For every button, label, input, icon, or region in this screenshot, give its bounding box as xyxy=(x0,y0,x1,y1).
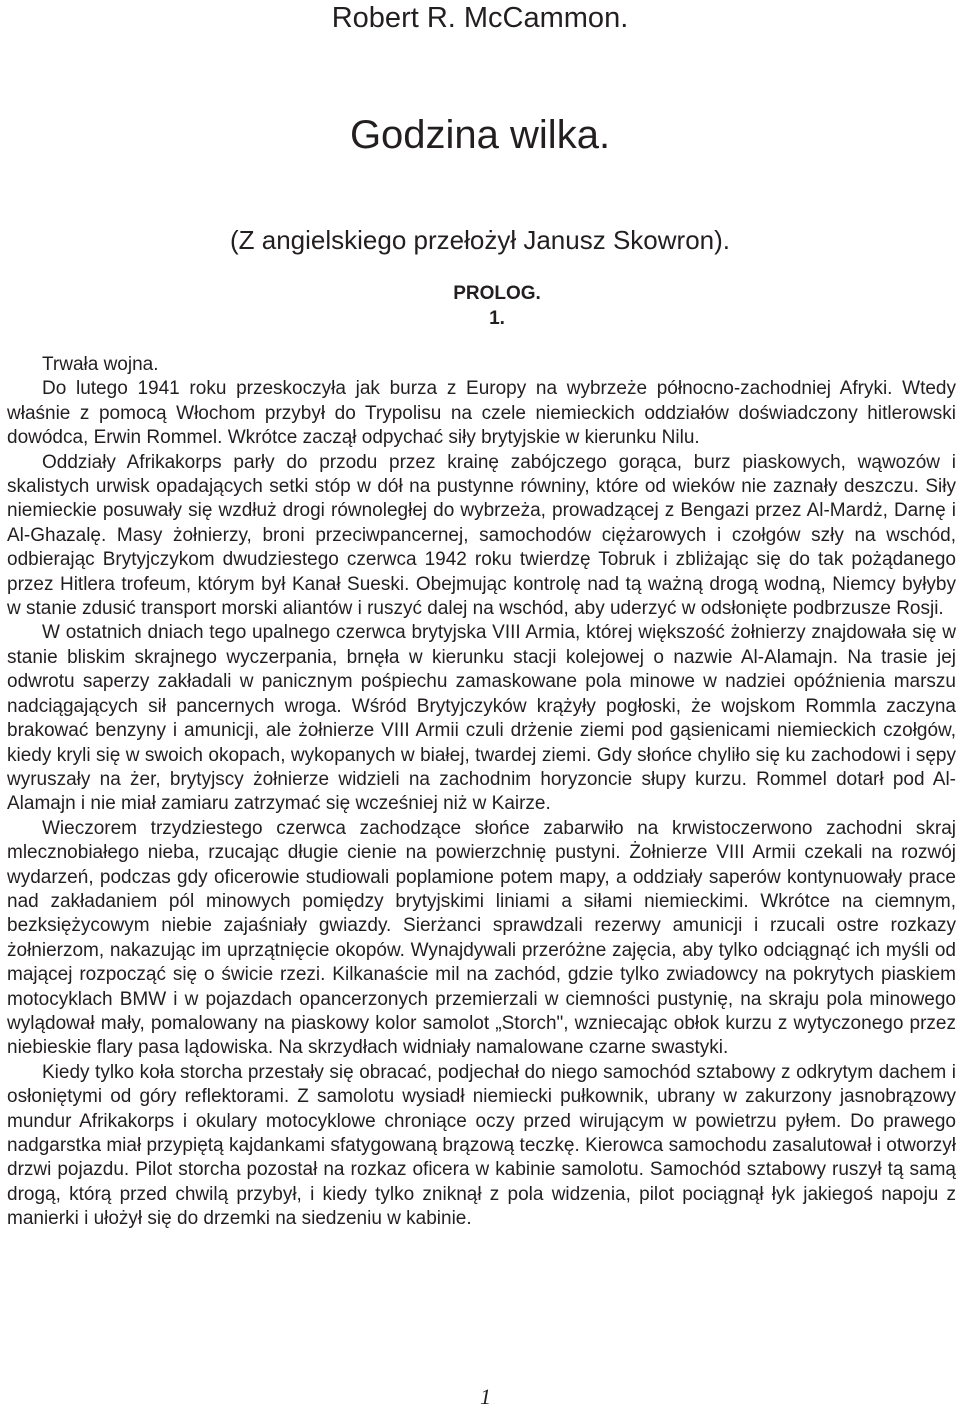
author-name: Robert R. McCammon. xyxy=(331,2,629,34)
chapter-number: 1. xyxy=(489,308,505,329)
paragraph: Wieczorem trzydziestego czerwca zachodzące słońce zabarwiło na krwistoczerwono zachodni skraj mlecznobiałego nieba, rzucając długie cienie na powierzchnię pustyni. Żołnierze VIII Armii czekali na rozwój wydarzeń, podczas gdy oficerowie studiowali poplamione potem mapy, a oddziały saperów kontynuowały prace nad zakładaniem pól minowych pomiędzy brytyjskimi liniami a siłami niemieckimi. Wkrótce na ciemnym, bezksiężycowym niebie zajaśniały gwiazdy. Sierżanci sprawdzali rezerwy amunicji i rzucali ostre rozkazy żołnierzom, nakazując im uprzątnięcie okopów. Wynajdywali przeróżne zajęcia, aby tylko odciągnąć ich myśli od mającej rozpocząć się o świcie rzezi. Kilkanaście mil na zachód, gdzie tylko zwiadowcy na pokrytych piaskiem motocyklach BMW i w pojazdach opancerzonych przemierzali w ciemności pustynię, na skraju pola minowego wylądował mały, pomalowany na piaskowy kolor samolot „Storch", wzniecając obłok kurzu z wytyczonego przez niebieskie flary pasa lądowiska. Na skrzydłach widniały namalowane czarne swastyki. xyxy=(7,817,956,1059)
translator-note: (Z angielskiego przełożył Janusz Skowron). xyxy=(230,225,730,255)
book-title: Godzina wilka. xyxy=(349,113,611,157)
paragraph: Kiedy tylko koła storcha przestały się obracać, podjechał do niego samochód sztabowy z odkrytym dachem i osłoniętymi od góry reflektorami. Z samolotu wysiadł niemiecki pułkownik, ubrany w zakurzony jasnobrązowy mundur Afrikakorps i okulary motocyklowe chroniące oczy przed wirującym w powietrzu pyłem. Do prawego nadgarstka miał przypiętą kajdankami sfatygowaną brązową teczkę. Kierowca samochodu zasalutował i otworzył drzwi pojazdu. Pilot storcha pozostał na rozkaz oficera w kabinie samolotu. Samochód sztabowy ruszył tą samą drogą, którą przed chwilą przybył, i kiedy tylko zniknął z pola widzenia, pilot pociągnął łyk jakiegoś napoju z manierki i ułożył się do drzemki na siedzeniu w kabinie. xyxy=(7,1061,956,1230)
paragraph: Do lutego 1941 roku przeskoczyła jak burza z Europy na wybrzeże północno-zachodniej Afryki. Wtedy właśnie z pomocą Włochom przybył do Trypolisu na czele niemieckich oddziałów doświadczony hitlerowski dowódca, Erwin Rommel. Wkrótce zaczął odpychać siły brytyjskie w kierunku Nilu. xyxy=(7,378,956,449)
paragraph: Trwała wojna. xyxy=(42,354,159,375)
paragraph: Oddziały Afrikakorps parły do przodu przez krainę zabójczego gorąca, burz piaskowych, wąwozów i skalistych urwisk opadających setki stóp w dół na pustynne równiny, które od wieków nie zaznały deszczu. Siły niemieckie posuwały się wzdłuż drogi równoległej do wybrzeża, prowadzącej z Bengazi przez Al-Mardż, Darnę i Al-Ghazalę. Masy żołnierzy, broni przeciwpancernej, samochodów ciężarowych i czołgów szły na wschód, odbierając Brytyjczykom dwudziestego czerwca 1942 roku twierdzę Tobruk i zbliżając się do tak pożądanego przez Hitlera trofeum, którym był Kanał Sueski. Obejmując kontrolę nad tą ważną drogą wodną, Niemcy byłyby w stanie zdusić transport morski aliantów i ruszyć dalej na wschód, aby uderzyć w odsłonięte podbrzusze Rosji. xyxy=(7,451,956,620)
paragraph: W ostatnich dniach tego upalnego czerwca brytyjska VIII Armia, której większość żołnierzy znajdowała się w stanie bliskim skrajnego wyczerpania, brnęła w kierunku stacji kolejowej o nazwie Al-Alamajn. Na trasie jej odwrotu saperzy zakładali w panicznym pośpiechu zamaskowane pola minowe w nadziei opóźnienia marszu nadciągających sił pancernych wroga. Wśród Brytyjczyków krążyły pogłoski, że wojskom Rommla zaczyna brakować benzyny i amunicji, ale żołnierze VIII Armii czuli drżenie ziemi pod gąsienicami niemieckich czołgów, kiedy kryli się w swoich okopach, wykopanych w białej, twardej ziemi. Gdy słońce chyliło się ku zachodowi i sępy wyruszały na żer, brytyjscy żołnierze widzieli na zachodnim horyzoncie słupy kurzu. Rommel dotarł pod Al-Alamajn i nie miał zamiaru zatrzymać się wcześniej niż w Kairze. xyxy=(7,622,956,815)
page-number: 1 xyxy=(480,1384,491,1409)
section-heading: PROLOG. xyxy=(453,283,541,304)
body-text xyxy=(7,353,956,1232)
